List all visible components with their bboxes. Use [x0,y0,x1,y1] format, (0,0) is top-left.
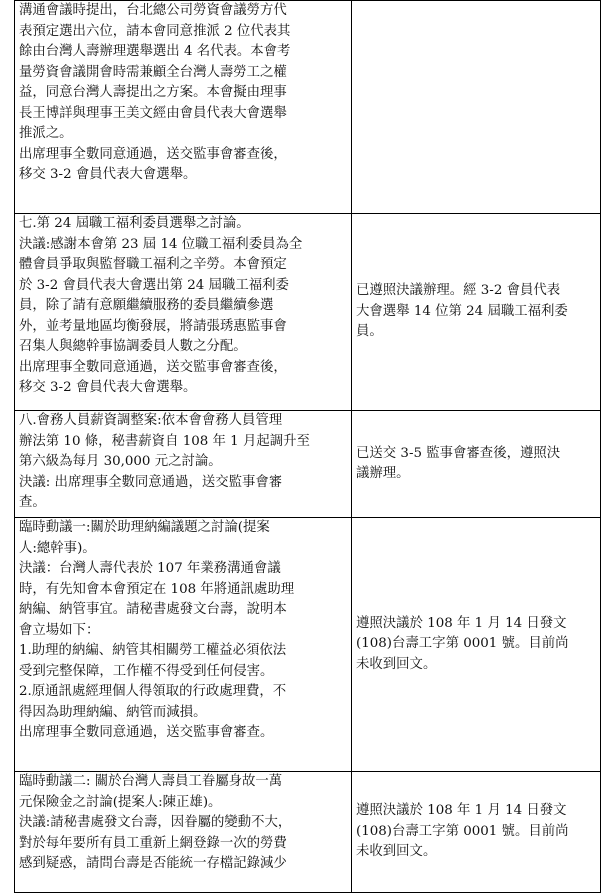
resolution-cell: 八.會務人員薪資調整案:依本會會務人員管理 辦法第 10 條，秘書薪資自 108 年 1 月起調升至 第六級為每月 30,000 元之討論。 決議: 出席理事全數同意通過，送交監事會審 查。 [15,411,352,518]
table-row [15,1,601,214]
resolution-cell: 臨時動議二: 關於台灣人壽員工眷屬身故一萬 元保險金之討論(提案人:陳正雄)。 決議:請秘書處發文台壽，因眷屬的變動不大， 對於每年要所有員工重新上網登錄一次的勞費 感到疑惑，請問台壽是否能統一存檔記錄減少 [15,772,352,893]
status-cell: 已送交 3-5 監事會審查後，遵照決 議辦理。 [352,411,601,518]
status-cell [352,1,601,214]
table-row [15,772,601,893]
resolution-cell: 臨時動議一:關於助理納編議題之討論(提案 人:總幹事)。 決議：台灣人壽代表於 107 年業務溝通會議 時，有先知會本會預定在 108 年將通訊處助理 納編、納管事宜。請秘書處發文台壽，說明本 會立場如下： 1.助理的納編、納管其相關勞工權益必須依法 受到完整保障，工作權不得受到任何侵害。 2.原通訊處經理個人得領取的行政處理費，不 得因為助理納編、納管而減損。 出席理事全數同意通過，送交監事會審查。 [15,518,352,772]
minutes-table [14,0,601,893]
table-row [15,411,601,518]
status-cell: 已遵照決議辦理。經 3-2 會員代表 大會選舉 14 位第 24 屆職工福利委 員。 [352,214,601,411]
status-cell: 遵照決議於 108 年 1 月 14 日發文 (108)台壽工字第 0001 號。目前尚 未收到回文。 [352,772,601,893]
resolution-cell: 溝通會議時提出，台北總公司勞資會議勞方代 表預定選出六位，請本會同意推派 2 位代表其 餘由台灣人壽辦理選舉選出 4 名代表。本會考 量勞資會議開會時需兼顧全台灣人壽勞工之權 益，同意台灣人壽提出之方案。本會擬由理事 長王博詳與理事王美文經由會員代表大會選舉 推派之。 出席理事全數同意通過，送交監事會審查後， 移交 3-2 會員代表大會選舉。 [15,1,352,214]
table-row [15,214,601,411]
table-row [15,518,601,772]
status-cell: 遵照決議於 108 年 1 月 14 日發文 (108)台壽工字第 0001 號。目前尚 未收到回文。 [352,518,601,772]
resolution-cell: 七.第 24 屆職工福利委員選舉之討論。 決議:感謝本會第 23 屆 14 位職工福利委員為全 體會員爭取與監督職工福利之辛勞。本會預定 於 3-2 會員代表大會選出第 24 屆職工福利委 員，除了請有意願繼續服務的委員繼續參選 外，並考量地區均衡發展，將請張琇惠監事會 召集人與總幹事協調委員人數之分配。 出席理事全數同意通過，送交監事會審查後， 移交 3-2 會員代表大會選舉。 [15,214,352,411]
